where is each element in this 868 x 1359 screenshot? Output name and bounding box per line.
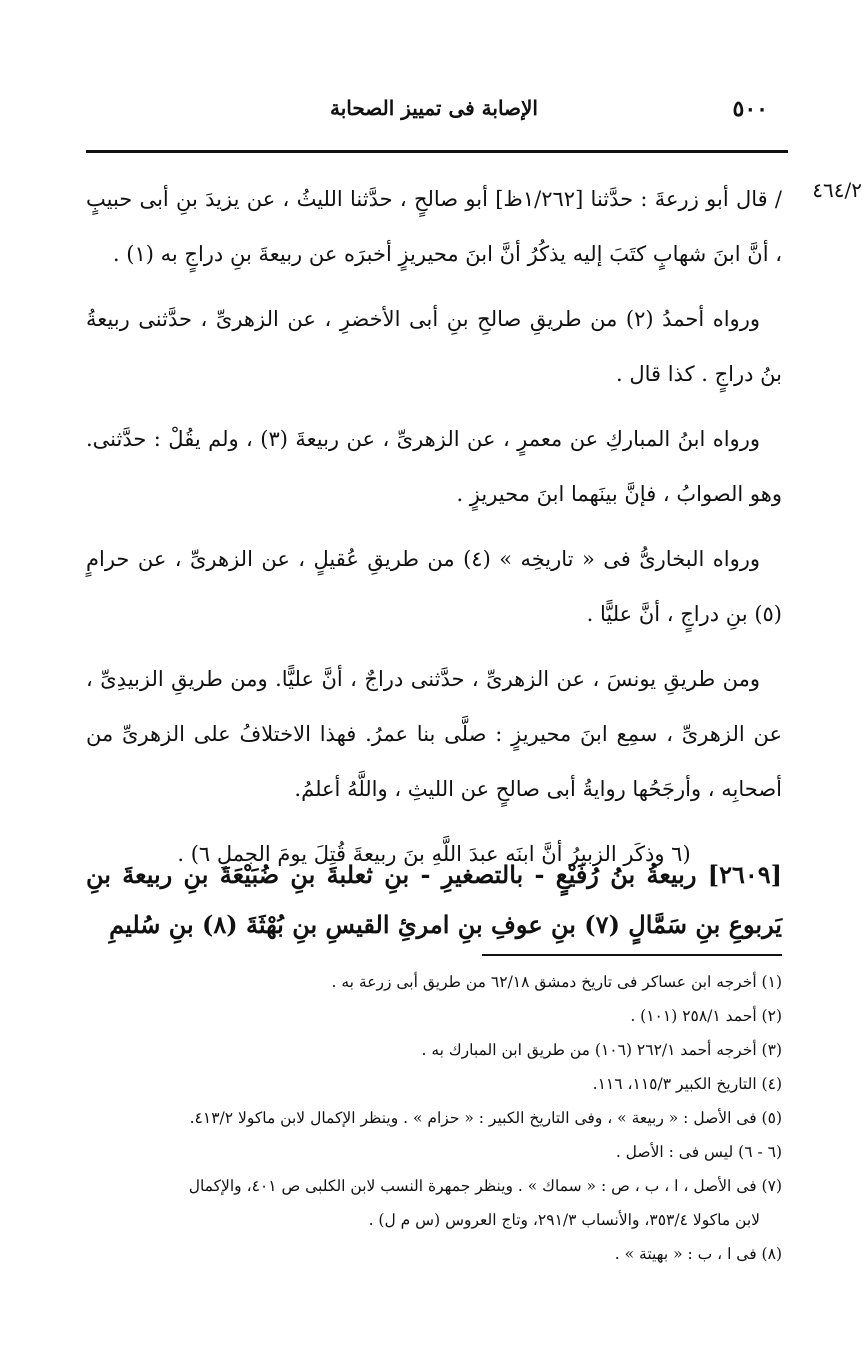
- footnote: (١) أخرجه ابن عساكر فى تاريخ دمشق ٦٢/١٨ من طريق أبى زرعة به .: [331, 973, 782, 991]
- footnote: (٦ - ٦) ليس فى : الأصل .: [615, 1143, 782, 1161]
- paragraph: ورواه البخارىُّ فى « تاريخِه » (٤) من طريقِ عُقيلٍ ، عن الزهرىِّ ، عن حرامٍ (٥) بنِ دراجٍ ، أنَّ عليًّا .: [86, 547, 782, 626]
- paragraph: ورواه أحمدُ (٢) من طريقِ صالحِ بنِ أبى الأخضرِ ، عن الزهرىِّ ، حدَّثنى ربيعةُ بنُ دراجٍ . كذا قال .: [86, 307, 782, 386]
- footnote-divider: [482, 954, 782, 956]
- entry-heading: [٢٦٠٩] ربيعةُ بنُ رُفَيْعٍ - بالتصغيرِ - بنِ ثعلبةَ بنِ ضُبَيْعَةَ بنِ ربيعةَ بنِ يَربوعِ بنِ سَمَّالٍ (٧) بنِ عوفِ بنِ امرئِ القيسِ بنِ بُهْثَةَ (٨) بنِ سُليمِ: [86, 860, 782, 939]
- paragraph: (٦ وذكَر الزبيرُ أنَّ ابنَه عبدَ اللَّهِ بنَ ربيعةَ قُتِلَ يومَ الجملِ ٦) .: [177, 842, 691, 866]
- margin-reference: ٤٦٤/٢: [812, 178, 862, 202]
- footnote: (٥) فى الأصل : « ربيعة » ، وفى التاريخ الكبير : « حزام » . وينظر الإكمال لابن ماكولا ٤١٣/٢.: [189, 1109, 782, 1127]
- page-number: ٥٠٠: [732, 96, 768, 122]
- page-header: [100, 96, 768, 132]
- footnote-continuation: لابن ماكولا ٣٥٣/٤، والأنساب ٢٩١/٣، وتاج العروس (س م ل) .: [368, 1211, 760, 1229]
- footnotes: [86, 965, 782, 1271]
- running-title: الإصابة فى تمييز الصحابة: [330, 96, 538, 120]
- main-text: [86, 172, 782, 892]
- paragraph: / قال أبو زرعةَ : حدَّثنا [١/٢٦٢ظ] أبو صالحٍ ، حدَّثنا الليثُ ، عن يزيدَ بنِ أبى حبيبٍ ، أنَّ ابنَ شهابٍ كتَبَ إليه يذكُرُ أنَّ ابنَ محيريزٍ أخبرَه عن ربيعةَ بنِ دراجٍ به (١) .: [86, 187, 782, 266]
- footnote: (٧) فى الأصل ، ا ، ب ، ص : « سماك » . وينظر جمهرة النسب لابن الكلبى ص ٤٠١، والإكمال: [188, 1177, 782, 1195]
- footnote: (٢) أحمد ٢٥٨/١ (١٠١) .: [630, 1007, 782, 1025]
- header-divider: [86, 150, 788, 153]
- paragraph: ورواه ابنُ المباركِ عن معمرٍ ، عن الزهرىِّ ، عن ربيعةَ (٣) ، ولم يقُلْ : حدَّثنى. وهو الصوابُ ، فإنَّ بينَهما ابنَ محيريزٍ .: [86, 427, 782, 506]
- paragraph: ومن طريقِ يونسَ ، عن الزهرىِّ ، حدَّثنى دراجٌ ، أنَّ عليًّا. ومن طريقِ الزبيدِىِّ ، عن الزهرىِّ ، سمِع ابنَ محيريزٍ : صلَّى بنا عمرُ. فهذا الاختلافُ على الزهرىِّ من أصحابِه ، وأرجَحُها روايةُ أبى صالحٍ عن الليثِ ، واللَّهُ أعلمُ.: [86, 667, 783, 801]
- footnote: (٤) التاريخ الكبير ١١٥/٣، ١١٦.: [592, 1075, 782, 1093]
- footnote: (٨) فى ا ، ب : « بهيتة » .: [614, 1245, 782, 1263]
- footnote: (٣) أخرجه أحمد ٢٦٢/١ (١٠٦) من طريق ابن المبارك به .: [421, 1041, 782, 1059]
